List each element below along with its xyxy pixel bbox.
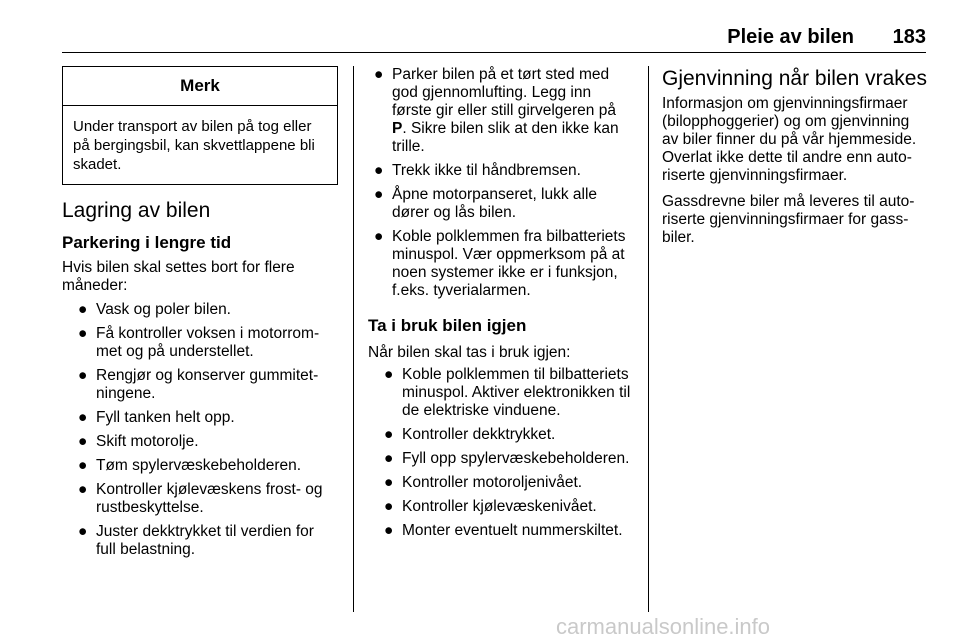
column-divider-2 (648, 66, 649, 612)
bullet-icon: ● (384, 498, 394, 515)
recycling-paragraph-1: Informasjon om gjenvinningsfirmaer (bilopphoggerier) og om gjenvinning av biler finner du på vår hjemmeside. Overlat ikke dette til andre enn autoriserte gjenvinningsfirmaer. (662, 95, 917, 184)
bullet-icon: ● (384, 450, 394, 467)
list-item: ● Kontroller kjølevæskens frost- og rustbeskyttelse. (78, 481, 323, 516)
list-item: ● Parker bilen på et tørt sted med god gjennomlufting. Legg inn første gir eller still girvelgeren på P. Sikre bilen slik at den ikke kan trille. (374, 66, 619, 155)
reuse-heading: Ta i bruk bilen igjen (368, 316, 527, 335)
list-item: ● Kontroller motoroljenivået. (384, 474, 583, 491)
note-body: Under transport av bilen på tog eller på bergingsbil, kan skvettlappene bli skadet. (73, 118, 315, 173)
bullet-icon: ● (78, 325, 88, 342)
header-title: Pleie av bilen (727, 26, 854, 48)
column-1 (62, 66, 338, 565)
recycling-heading: Gjenvinning når bilen vrakes (662, 67, 927, 90)
storage-heading: Lagring av bilen (62, 199, 211, 222)
bullet-icon: ● (374, 228, 384, 245)
bullet-icon: ● (384, 474, 394, 491)
bullet-icon: ● (78, 457, 88, 474)
bullet-icon: ● (78, 409, 88, 426)
list-item: ● Koble polklemmen til bilbatteriets minuspol. Aktiver elektronikken til de elektriske vinduene. (384, 366, 631, 419)
bullet-icon: ● (78, 481, 88, 498)
storage-list (62, 301, 338, 559)
storage-list-continued (368, 66, 634, 300)
bullet-icon: ● (384, 522, 394, 539)
list-item: ● Åpne motorpanseret, lukk alle dører og lås bilen. (374, 186, 598, 221)
column-divider-1 (353, 66, 354, 612)
list-item: ● Fyll opp spylervæskebeholderen. (384, 450, 630, 467)
list-item: ● Få kontroller voksen i motorrommet og på understellet. (78, 325, 320, 360)
page-header (62, 22, 926, 53)
list-item: ● Juster dekktrykket til verdien for full belastning. (78, 523, 314, 558)
watermark: carmanualsonline.info (556, 614, 771, 639)
bullet-icon: ● (384, 366, 394, 383)
note-box (62, 66, 338, 185)
list-item: ● Kontroller kjølevæskenivået. (384, 498, 597, 515)
column-2 (368, 66, 634, 546)
reuse-list (368, 366, 634, 540)
bullet-icon: ● (78, 523, 88, 540)
storage-intro: Hvis bilen skal settes bort for flere måneder: (62, 259, 295, 294)
bullet-icon: ● (374, 162, 384, 179)
list-item: ● Trekk ikke til håndbremsen. (374, 162, 581, 179)
bullet-icon: ● (78, 301, 88, 318)
bullet-icon: ● (374, 66, 384, 83)
bullet-icon: ● (384, 426, 394, 443)
page-number: 183 (892, 26, 926, 48)
list-item: ● Fyll tanken helt opp. (78, 409, 235, 426)
storage-subheading: Parkering i lengre tid (62, 233, 232, 252)
list-item: ● Vask og poler bilen. (78, 301, 231, 318)
note-title: Merk (63, 67, 337, 106)
bullet-icon: ● (78, 367, 88, 384)
list-item: ● Koble polklemmen fra bilbatteriets minuspol. Vær oppmerksom på at noen systemer ikke er i funksjon, f.eks. tyverialarmen. (374, 228, 626, 299)
reuse-intro: Når bilen skal tas i bruk igjen: (368, 344, 571, 361)
bullet-icon: ● (78, 433, 88, 450)
list-item: ● Monter eventuelt nummerskiltet. (384, 522, 623, 539)
list-item: ● Kontroller dekktrykket. (384, 426, 556, 443)
bullet-icon: ● (374, 186, 384, 203)
list-item: ● Skift motorolje. (78, 433, 199, 450)
list-item: ● Tøm spylervæskebeholderen. (78, 457, 302, 474)
recycling-paragraph-2: Gassdrevne biler må leveres til autoriserte gjenvinningsfirmaer for gassbiler. (662, 193, 915, 246)
column-3 (662, 66, 928, 247)
list-item: ● Rengjør og konserver gummitetningene. (78, 367, 319, 402)
